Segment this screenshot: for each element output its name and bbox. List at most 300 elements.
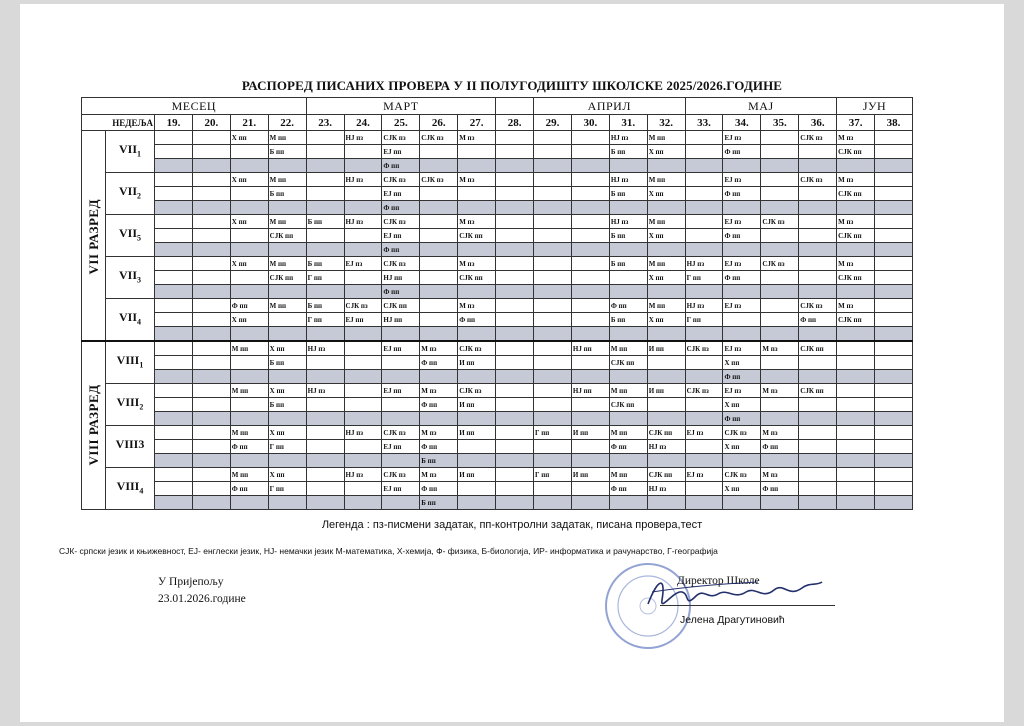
schedule-cell — [534, 313, 572, 327]
schedule-cell — [344, 187, 382, 201]
schedule-cell: М пз — [837, 257, 875, 271]
schedule-cell: ЕЈ пп — [382, 341, 420, 356]
schedule-cell: Х пп — [647, 187, 685, 201]
week-cell: 33. — [685, 115, 723, 131]
schedule-cell: Б пп — [268, 398, 306, 412]
schedule-cell: М пп — [609, 426, 647, 440]
week-cell: 28. — [496, 115, 534, 131]
schedule-cell — [306, 131, 344, 145]
schedule-cell: СЈК пп — [647, 426, 685, 440]
schedule-cell: Ф пп — [799, 313, 837, 327]
schedule-cell — [571, 271, 609, 285]
schedule-cell: СЈК пп — [382, 299, 420, 313]
schedule-cell: НЈ пз — [685, 257, 723, 271]
schedule-cell — [230, 229, 268, 243]
schedule-cell: Х пп — [723, 440, 761, 454]
schedule-cell — [799, 257, 837, 271]
schedule-cell: ЕЈ пз — [723, 341, 761, 356]
schedule-cell — [458, 370, 496, 384]
schedule-cell — [534, 271, 572, 285]
schedule-cell — [761, 131, 799, 145]
month-may: МАЈ — [685, 98, 837, 115]
schedule-cell — [609, 496, 647, 510]
schedule-cell — [496, 426, 534, 440]
class-name: VIII — [116, 394, 140, 409]
schedule-row — [82, 173, 913, 187]
class-subscript: 4 — [137, 317, 141, 327]
schedule-cell — [496, 384, 534, 398]
schedule-cell: М пп — [647, 173, 685, 187]
schedule-cell — [837, 468, 875, 482]
grade-label: VII РАЗРЕД — [82, 131, 106, 342]
schedule-cell — [609, 271, 647, 285]
schedule-cell — [306, 426, 344, 440]
schedule-cell: Б пп — [268, 145, 306, 159]
schedule-cell — [534, 243, 572, 257]
schedule-cell — [799, 468, 837, 482]
schedule-cell — [647, 285, 685, 299]
schedule-cell — [685, 496, 723, 510]
schedule-cell: Х пп — [647, 313, 685, 327]
schedule-cell: Х пп — [647, 271, 685, 285]
schedule-cell — [723, 496, 761, 510]
schedule-cell: СЈК пз — [382, 173, 420, 187]
week-cell: 34. — [723, 115, 761, 131]
schedule-cell: М пп — [268, 131, 306, 145]
schedule-cell — [496, 173, 534, 187]
schedule-cell — [306, 145, 344, 159]
schedule-cell — [837, 243, 875, 257]
schedule-cell — [420, 327, 458, 342]
schedule-cell — [268, 313, 306, 327]
schedule-cell — [571, 229, 609, 243]
schedule-cell: СЈК пз — [382, 131, 420, 145]
schedule-cell — [875, 454, 913, 468]
schedule-cell — [155, 370, 193, 384]
schedule-cell: М пп — [647, 131, 685, 145]
schedule-cell: И пп — [458, 356, 496, 370]
schedule-cell — [761, 271, 799, 285]
schedule-cell — [534, 327, 572, 342]
schedule-cell — [496, 215, 534, 229]
schedule-cell — [306, 187, 344, 201]
schedule-cell: Х пп — [723, 398, 761, 412]
schedule-cell: СЈК пз — [344, 299, 382, 313]
page-title: РАСПОРЕД ПИСАНИХ ПРОВЕРА У II ПОЛУГОДИШТУ ШКОЛСКЕ 2025/2026.ГОДИНЕ — [241, 78, 783, 93]
schedule-cell — [420, 229, 458, 243]
schedule-row — [82, 131, 913, 145]
schedule-cell: СЈК пп — [647, 468, 685, 482]
schedule-cell — [685, 145, 723, 159]
schedule-cell: Б пп — [609, 145, 647, 159]
schedule-cell — [458, 454, 496, 468]
schedule-cell — [685, 285, 723, 299]
schedule-cell — [685, 327, 723, 342]
schedule-cell — [306, 370, 344, 384]
schedule-cell: ЕЈ пп — [382, 229, 420, 243]
schedule-row — [82, 384, 913, 398]
schedule-cell: НЈ пз — [306, 341, 344, 356]
schedule-cell: М пп — [647, 257, 685, 271]
schedule-row — [82, 145, 913, 159]
schedule-cell — [344, 159, 382, 173]
schedule-cell — [344, 356, 382, 370]
schedule-cell: Ф пп — [761, 440, 799, 454]
schedule-cell: НЈ пз — [609, 173, 647, 187]
schedule-cell: М пз — [458, 173, 496, 187]
class-label — [106, 299, 155, 342]
schedule-cell: СЈК пз — [382, 468, 420, 482]
schedule-cell: М пп — [609, 341, 647, 356]
schedule-cell: Ф пп — [723, 412, 761, 426]
schedule-cell: Ф пп — [230, 440, 268, 454]
schedule-cell — [155, 412, 193, 426]
schedule-cell — [458, 482, 496, 496]
schedule-cell: М пп — [268, 173, 306, 187]
schedule-cell: СЈК пп — [458, 271, 496, 285]
week-label-cell: НЕДЕЉА — [82, 115, 155, 131]
schedule-cell: Б пп — [306, 299, 344, 313]
schedule-cell — [837, 398, 875, 412]
schedule-cell — [837, 327, 875, 342]
schedule-cell — [496, 482, 534, 496]
schedule-cell: Х пп — [647, 145, 685, 159]
schedule-cell — [344, 398, 382, 412]
schedule-cell: ЕЈ пп — [382, 384, 420, 398]
schedule-cell: СЈК пп — [609, 398, 647, 412]
abbreviations: СЈК- српски језик и књижевност, ЕЈ- енглески језик, НЈ- немачки језик М-математика, Х-хемија, Ф- физика, Б-биологија, ИР- информатика и рачунарство, Г-географија — [59, 546, 718, 556]
schedule-cell — [799, 426, 837, 440]
schedule-cell: Ф пп — [609, 440, 647, 454]
schedule-cell: Ф пп — [230, 482, 268, 496]
schedule-cell: Г пп — [306, 313, 344, 327]
schedule-cell — [306, 173, 344, 187]
week-cell: 30. — [571, 115, 609, 131]
schedule-cell: М пп — [609, 468, 647, 482]
schedule-cell: Ф пп — [382, 285, 420, 299]
schedule-cell — [344, 454, 382, 468]
schedule-cell: М пз — [458, 299, 496, 313]
schedule-cell — [420, 370, 458, 384]
schedule-cell — [571, 243, 609, 257]
schedule-row — [82, 299, 913, 313]
schedule-row — [82, 243, 913, 257]
week-cell: 24. — [344, 115, 382, 131]
schedule-cell — [685, 482, 723, 496]
schedule-cell — [875, 187, 913, 201]
date: 23.01.2026.године — [158, 593, 246, 605]
schedule-cell: НЈ пз — [609, 131, 647, 145]
schedule-cell: НЈ пз — [647, 482, 685, 496]
schedule-cell — [571, 145, 609, 159]
schedule-cell — [875, 173, 913, 187]
schedule-cell — [420, 243, 458, 257]
week-cell: 29. — [534, 115, 572, 131]
document-page — [20, 4, 1004, 722]
schedule-cell — [875, 257, 913, 271]
schedule-cell — [192, 257, 230, 271]
schedule-cell — [571, 257, 609, 271]
schedule-cell — [155, 482, 193, 496]
schedule-cell — [230, 412, 268, 426]
schedule-cell — [458, 496, 496, 510]
schedule-row — [82, 313, 913, 327]
schedule-cell — [192, 201, 230, 215]
schedule-cell — [837, 412, 875, 426]
schedule-cell: Г пп — [268, 440, 306, 454]
schedule-cell: НЈ пп — [382, 313, 420, 327]
class-label — [106, 468, 155, 510]
schedule-cell — [723, 285, 761, 299]
schedule-cell — [571, 440, 609, 454]
schedule-cell — [799, 482, 837, 496]
schedule-cell — [875, 131, 913, 145]
schedule-cell — [192, 440, 230, 454]
schedule-cell — [344, 384, 382, 398]
week-cell: 32. — [647, 115, 685, 131]
schedule-cell — [344, 271, 382, 285]
schedule-cell — [875, 482, 913, 496]
schedule-cell: М пз — [420, 426, 458, 440]
schedule-cell: Х пп — [230, 173, 268, 187]
schedule-cell: Б пп — [420, 496, 458, 510]
schedule-cell — [761, 285, 799, 299]
schedule-cell — [875, 201, 913, 215]
schedule-cell: НЈ пз — [344, 131, 382, 145]
schedule-cell — [685, 440, 723, 454]
schedule-cell — [875, 370, 913, 384]
schedule-cell: М пз — [458, 257, 496, 271]
schedule-cell — [496, 370, 534, 384]
schedule-cell — [761, 145, 799, 159]
schedule-cell: НЈ пз — [306, 384, 344, 398]
schedule-row — [82, 370, 913, 384]
schedule-cell — [306, 243, 344, 257]
schedule-cell: ЕЈ пз — [685, 426, 723, 440]
schedule-cell — [799, 215, 837, 229]
schedule-cell — [306, 398, 344, 412]
schedule-cell — [534, 285, 572, 299]
schedule-cell: Ф пп — [723, 229, 761, 243]
schedule-cell — [268, 243, 306, 257]
schedule-cell — [609, 159, 647, 173]
schedule-cell — [761, 496, 799, 510]
schedule-cell — [420, 313, 458, 327]
schedule-cell: НЈ пп — [571, 384, 609, 398]
schedule-cell: СЈК пп — [458, 229, 496, 243]
schedule-cell — [875, 229, 913, 243]
schedule-cell — [496, 356, 534, 370]
schedule-cell — [685, 454, 723, 468]
schedule-cell: Ф пп — [382, 243, 420, 257]
schedule-cell: СЈК пз — [382, 426, 420, 440]
schedule-cell — [496, 327, 534, 342]
schedule-cell: М пз — [458, 215, 496, 229]
schedule-cell — [571, 131, 609, 145]
schedule-cell — [155, 145, 193, 159]
schedule-cell: НЈ пз — [344, 468, 382, 482]
schedule-cell — [458, 285, 496, 299]
schedule-cell — [192, 131, 230, 145]
schedule-cell — [609, 201, 647, 215]
schedule-cell — [458, 187, 496, 201]
week-cell: 35. — [761, 115, 799, 131]
schedule-cell — [723, 327, 761, 342]
schedule-cell — [268, 285, 306, 299]
schedule-cell: Ф пп — [761, 482, 799, 496]
schedule-cell — [761, 412, 799, 426]
schedule-cell — [496, 468, 534, 482]
schedule-cell — [496, 159, 534, 173]
schedule-cell — [571, 299, 609, 313]
class-label — [106, 426, 155, 468]
schedule-cell: М пз — [837, 215, 875, 229]
schedule-cell — [230, 356, 268, 370]
schedule-cell: НЈ пз — [609, 215, 647, 229]
schedule-cell — [534, 482, 572, 496]
schedule-cell: СЈК пз — [799, 131, 837, 145]
schedule-row — [82, 356, 913, 370]
schedule-cell: СЈК пз — [723, 426, 761, 440]
schedule-cell — [571, 454, 609, 468]
schedule-cell: СЈК пз — [799, 173, 837, 187]
schedule-cell — [344, 201, 382, 215]
schedule-cell: СЈК пп — [837, 229, 875, 243]
schedule-cell — [875, 398, 913, 412]
schedule-cell — [344, 341, 382, 356]
schedule-cell: Ф пп — [230, 299, 268, 313]
schedule-cell: ЕЈ пз — [723, 131, 761, 145]
schedule-cell — [534, 356, 572, 370]
schedule-cell — [799, 496, 837, 510]
schedule-cell — [875, 384, 913, 398]
schedule-cell — [571, 327, 609, 342]
schedule-cell — [306, 327, 344, 342]
schedule-cell: И пп — [458, 426, 496, 440]
schedule-cell — [534, 454, 572, 468]
schedule-cell — [155, 201, 193, 215]
schedule-cell — [155, 440, 193, 454]
schedule-cell: Ф пп — [723, 370, 761, 384]
schedule-cell: Б пп — [609, 187, 647, 201]
schedule-cell — [155, 243, 193, 257]
schedule-cell: ЕЈ пз — [723, 215, 761, 229]
schedule-cell: СЈК пз — [799, 299, 837, 313]
schedule-cell — [192, 496, 230, 510]
schedule-cell: М пп — [647, 215, 685, 229]
schedule-cell — [647, 159, 685, 173]
schedule-cell — [799, 201, 837, 215]
schedule-cell: СЈК пз — [382, 257, 420, 271]
month-gap — [496, 98, 534, 115]
schedule-row — [82, 327, 913, 342]
schedule-cell: Ф пп — [609, 299, 647, 313]
schedule-cell — [155, 173, 193, 187]
schedule-cell — [496, 257, 534, 271]
schedule-cell — [496, 285, 534, 299]
schedule-cell — [458, 327, 496, 342]
week-cell: 37. — [837, 115, 875, 131]
schedule-cell: Б пп — [306, 215, 344, 229]
schedule-cell — [155, 215, 193, 229]
schedule-cell: НЈ пп — [571, 341, 609, 356]
schedule-row — [82, 215, 913, 229]
schedule-cell — [230, 327, 268, 342]
schedule-cell — [837, 370, 875, 384]
schedule-cell — [155, 426, 193, 440]
schedule-cell: М пп — [647, 299, 685, 313]
schedule-cell — [609, 412, 647, 426]
schedule-cell: Ф пп — [420, 440, 458, 454]
schedule-cell — [496, 412, 534, 426]
schedule-cell: Б пп — [609, 229, 647, 243]
week-cell: 27. — [458, 115, 496, 131]
schedule-cell — [230, 145, 268, 159]
schedule-cell — [837, 440, 875, 454]
schedule-cell — [344, 229, 382, 243]
schedule-cell: Б пп — [609, 257, 647, 271]
schedule-cell: СЈК пз — [685, 341, 723, 356]
schedule-cell: ЕЈ пз — [723, 257, 761, 271]
schedule-cell — [609, 454, 647, 468]
schedule-cell — [496, 131, 534, 145]
schedule-cell: НЈ пз — [344, 173, 382, 187]
schedule-cell — [306, 468, 344, 482]
class-name: VII — [118, 225, 137, 240]
schedule-cell — [306, 285, 344, 299]
schedule-cell — [761, 229, 799, 243]
schedule-cell — [192, 299, 230, 313]
class-subscript: 3 — [137, 275, 141, 285]
schedule-cell — [571, 187, 609, 201]
week-row — [82, 115, 913, 131]
signature-icon — [638, 570, 828, 618]
schedule-cell — [685, 370, 723, 384]
schedule-cell — [496, 299, 534, 313]
schedule-cell — [799, 229, 837, 243]
schedule-cell — [268, 159, 306, 173]
schedule-body — [82, 98, 913, 510]
schedule-cell: СЈК пз — [685, 384, 723, 398]
schedule-cell — [799, 370, 837, 384]
schedule-cell: СЈК пз — [420, 131, 458, 145]
week-cell: 38. — [875, 115, 913, 131]
schedule-cell — [382, 398, 420, 412]
schedule-cell: НЈ пз — [647, 440, 685, 454]
class-label — [106, 173, 155, 215]
schedule-cell: Ф пп — [723, 187, 761, 201]
schedule-cell — [192, 482, 230, 496]
week-cell: 23. — [306, 115, 344, 131]
schedule-cell — [571, 356, 609, 370]
schedule-cell: СЈК пп — [837, 145, 875, 159]
schedule-cell: Г пп — [268, 482, 306, 496]
month-march: МАРТ — [306, 98, 496, 115]
schedule-cell: Ф пп — [723, 145, 761, 159]
schedule-row — [82, 341, 913, 356]
class-subscript: 4 — [139, 486, 144, 496]
schedule-cell — [799, 398, 837, 412]
schedule-cell: Ф пп — [382, 201, 420, 215]
schedule-cell: СЈК пз — [382, 215, 420, 229]
schedule-row — [82, 229, 913, 243]
schedule-cell: М пп — [230, 384, 268, 398]
schedule-row — [82, 159, 913, 173]
schedule-row — [82, 187, 913, 201]
schedule-cell: Б пп — [268, 356, 306, 370]
schedule-cell — [571, 496, 609, 510]
schedule-cell — [534, 440, 572, 454]
